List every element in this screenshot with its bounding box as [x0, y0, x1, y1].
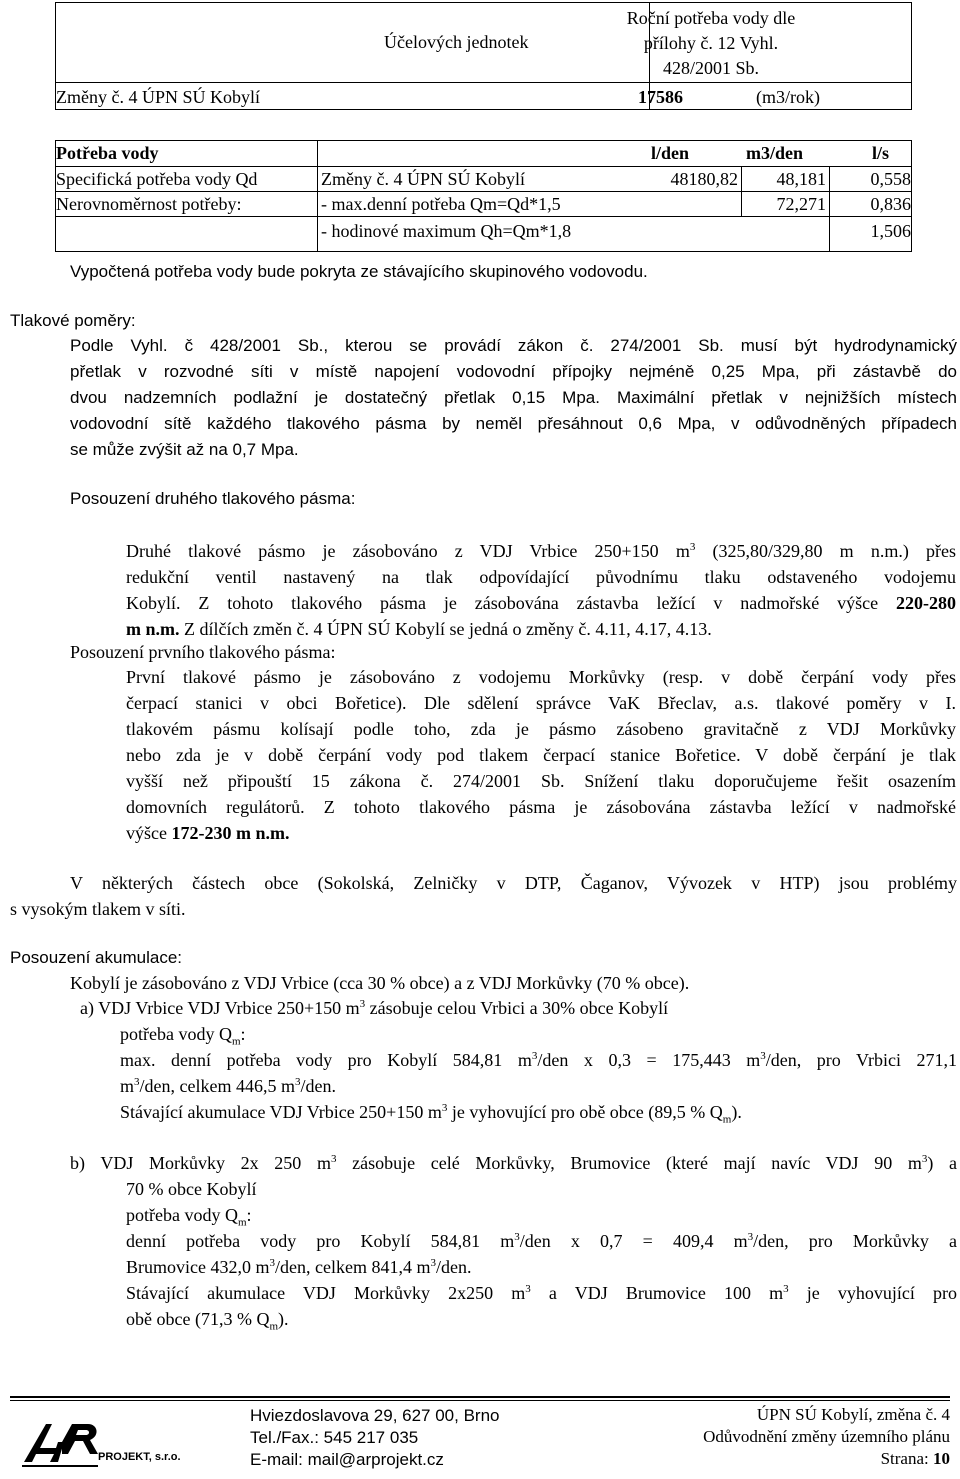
footer-rule — [10, 1396, 950, 1398]
units-value: 17586 — [638, 87, 683, 107]
specific-demand-desc: Změny č. 4 ÚPN SÚ Kobylí — [321, 169, 525, 189]
max-daily-desc: - max.denní potřeba Qm=Qd*1,5 — [321, 194, 561, 214]
phone: Tel./Fax.: 545 217 035 — [250, 1428, 419, 1447]
units-header: Účelových jednotek — [384, 32, 529, 52]
pressure-problems: V některých částech obce (Sokolská, Zelničky v DTP, Čaganov, Vývozek v HTP) jsou problémy s vysokým tlakem v síti. — [10, 873, 957, 919]
unevenness-label: Nerovnoměrnost potřeby: — [56, 194, 242, 214]
hourly-max-desc: - hodinové maximum Qh=Qm*1,8 — [321, 221, 572, 241]
address: Hviezdoslavova 29, 627 00, Brno — [250, 1406, 500, 1425]
specific-demand-ls: 0,558 — [870, 169, 911, 189]
demand-calc-box — [55, 140, 912, 252]
reservoir-b: b) VDJ Morkůvky 2x 250 $m^3$ zásobuje celé Morkůvky, Brumovice (které mají navíc VDJ 90 $m^3$) a 70 % obce Kobylí potřeba vody $Q_m$: denní potřeba vody pro Kobylí 584,81 $m^3$/den x 0,7 = 409,4 $m^3$/den, pro Morkůvky a Brumovice 432,0 $m^3$/den, celkem 841,4 $m^3$/den. Stávající akumulace VDJ Morkůvky 2x250 $m^3$ a VDJ Brumovice 100 $m^3$ je vyhovující pro obě obce (71,3 % $Q_m$). — [70, 1153, 958, 1333]
coverage-note: Vypočtená potřeba vody bude pokryta ze stávajícího skupinového vodovodu. — [70, 262, 648, 281]
units-unit: (m3/rok) — [756, 87, 820, 107]
accumulation-intro: Kobylí je zásobováno z VDJ Vrbice (cca 30 % obce) a z VDJ Morkůvky (70 % obce). — [70, 973, 690, 993]
document-info — [620, 1404, 950, 1470]
page-number: 10 — [933, 1449, 950, 1468]
specific-demand-label: Specifická potřeba vody Qd — [56, 169, 258, 189]
max-daily-ls: 0,836 — [870, 194, 911, 214]
accumulation-heading: Posouzení akumulace: — [10, 948, 182, 967]
pressure-paragraph: Podle Vyhl. č 428/2001 Sb., kterou se provádí zákon č. 274/2001 Sb. musí být hydrodynamický přetlak v rozvodné síti v místě napojení vodovodní přípojky nejméně 0,25 Mpa, při zástavbě do dvou nadzemních podlažní je dostatečný přetlak 0,15 Mpa. Maximální přetlak v nejnižších místech vodovodní sítě každého tlakového pásma by neměl přesáhnout 0,6 Mpa, v odůvodněných případech se může zvýšit až na 0,7 Mpa. — [70, 336, 957, 459]
col-m3den: m3/den — [746, 143, 804, 163]
page-indicator: Strana: 10 — [880, 1449, 950, 1468]
col-label: Potřeba vody — [56, 143, 159, 163]
col-ls: l/s — [872, 143, 890, 163]
max-daily-m3den: 72,271 — [776, 194, 826, 214]
zone1-paragraph: První tlakové pásmo je zásobováno z vodojemu Morkůvky (resp. v době čerpání vody přes čerpací stanici v obci Bořetice). Dle sdělení správce VaK Břeclav, a.s. tlakové poměry v I. tlakovém pásmu kolísají podle toho, zda je pásmo zásobeno gravitačně z VDJ Morkůvky nebo zda je v době čerpání vody pod tlakem čerpací stanice Bořetice. V době čerpání je tlak vyšší než připouští 15 zákona č. 274/2001 Sb. Snížení tlaku doporučujeme řešit osazením domovních regulátorů. Z tohoto tlakového pásma je zásobována zástavba ležící v nadmořské výšce 172-230 m n.m. — [126, 667, 956, 843]
pressure-heading: Tlakové poměry: — [10, 311, 136, 330]
demand-header: Roční potřeba vody dle přílohy č. 12 Vyhl. 428/2001 Sb. — [626, 8, 796, 78]
row-label: Změny č. 4 ÚPN SÚ Kobylí — [56, 87, 260, 107]
annual-demand-box — [55, 2, 912, 110]
logo-text: PROJEKT, s.r.o. — [98, 1451, 181, 1463]
doc-subtitle: Odůvodnění změny územního plánu — [703, 1427, 950, 1446]
specific-demand-m3den: 48,181 — [776, 169, 826, 189]
zone2-paragraph: Druhé tlakové pásmo je zásobováno z VDJ Vrbice 250+150 $m^3$ (325,80/329,80 m n.m.) přes redukční ventil nastavený na tlak odpovídající původnímu tlaku odstaveného vodojemu Kobylí. Z tohoto tlakového pásma je zásobována zástavba ležící v nadmořské výšce 220-280 m n.m. Z dílčích změn č. 4 ÚPN SÚ Kobylí se jedná o změny č. 4.11, 4.17, 4.13. — [126, 541, 957, 639]
footer-rule-thin — [10, 1400, 950, 1401]
company-logo — [20, 1414, 200, 1470]
zone1-heading: Posouzení prvního tlakového pásma: — [70, 642, 336, 662]
doc-title: ÚPN SÚ Kobylí, změna č. 4 — [756, 1405, 950, 1424]
zone2-heading: Posouzení druhého tlakového pásma: — [70, 489, 356, 508]
company-contact — [250, 1405, 500, 1471]
specific-demand-lden: 48180,82 — [670, 169, 738, 189]
email-link[interactable]: E-mail: mail@arprojekt.cz — [250, 1450, 444, 1469]
hourly-max-ls: 1,506 — [870, 221, 911, 241]
reservoir-a: a) VDJ Vrbice VDJ Vrbice 250+150 $m^3$ zásobuje celou Vrbici a 30% obce Kobylí potřeba vody $Q_m$: max. denní potřeba vody pro Kobylí 584,81 $m^3$/den x 0,3 = 175,443 $m^3$/den, pro Vrbici 271,1 $m^3$/den, celkem 446,5 $m^3$/den. Stávající akumulace VDJ Vrbice 250+150 $m^3$ je vyhovující pro obě obce (89,5 % $Q_m$). — [80, 998, 957, 1126]
col-lden: l/den — [651, 143, 690, 163]
